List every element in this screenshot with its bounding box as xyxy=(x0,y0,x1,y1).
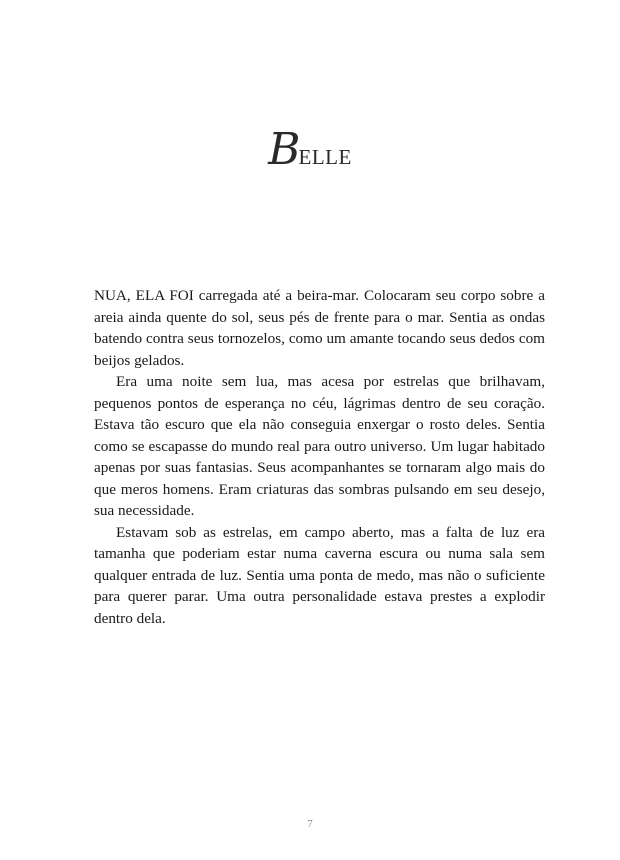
chapter-title-rest: ELLE xyxy=(298,145,352,169)
page-number: 7 xyxy=(307,818,313,830)
chapter-title xyxy=(0,124,620,175)
paragraph-3: Estavam sob as estrelas, em campo aberto, mas a falta de luz era tamanha que poderiam estar numa caverna escura ou numa sala sem qualquer entrada de luz. Sentia uma ponta de medo, mas não o suficiente para querer parar. Uma outra personalidade estava prestes a explodir dentro dela. xyxy=(94,523,545,627)
chapter-title-initial: B xyxy=(268,124,299,175)
paragraph-1: NUA, ELA FOI carregada até a beira-mar. Colocaram seu corpo sobre a areia ainda quente do sol, seus pés de frente para o mar. Sentia as ondas batendo contra seus tornozelos, como um amante tocando seus dedos com beijos gelados. xyxy=(94,287,545,369)
paragraph-2: Era uma noite sem lua, mas acesa por estrelas que brilhavam, pequenos pontos de esperança no céu, lágrimas dentro de seu coração. Estava tão escuro que ela não conseguia enxergar o rosto deles. Sentia como se escapasse do mundo real para outro universo. Um lugar habitado apenas por suas fantasias. Seus acompanhantes se tornaram algo mais do que meros homens. Eram criaturas das sombras pulsando em seu desejo, sua necessidade. xyxy=(94,373,545,519)
chapter-body xyxy=(94,285,545,629)
